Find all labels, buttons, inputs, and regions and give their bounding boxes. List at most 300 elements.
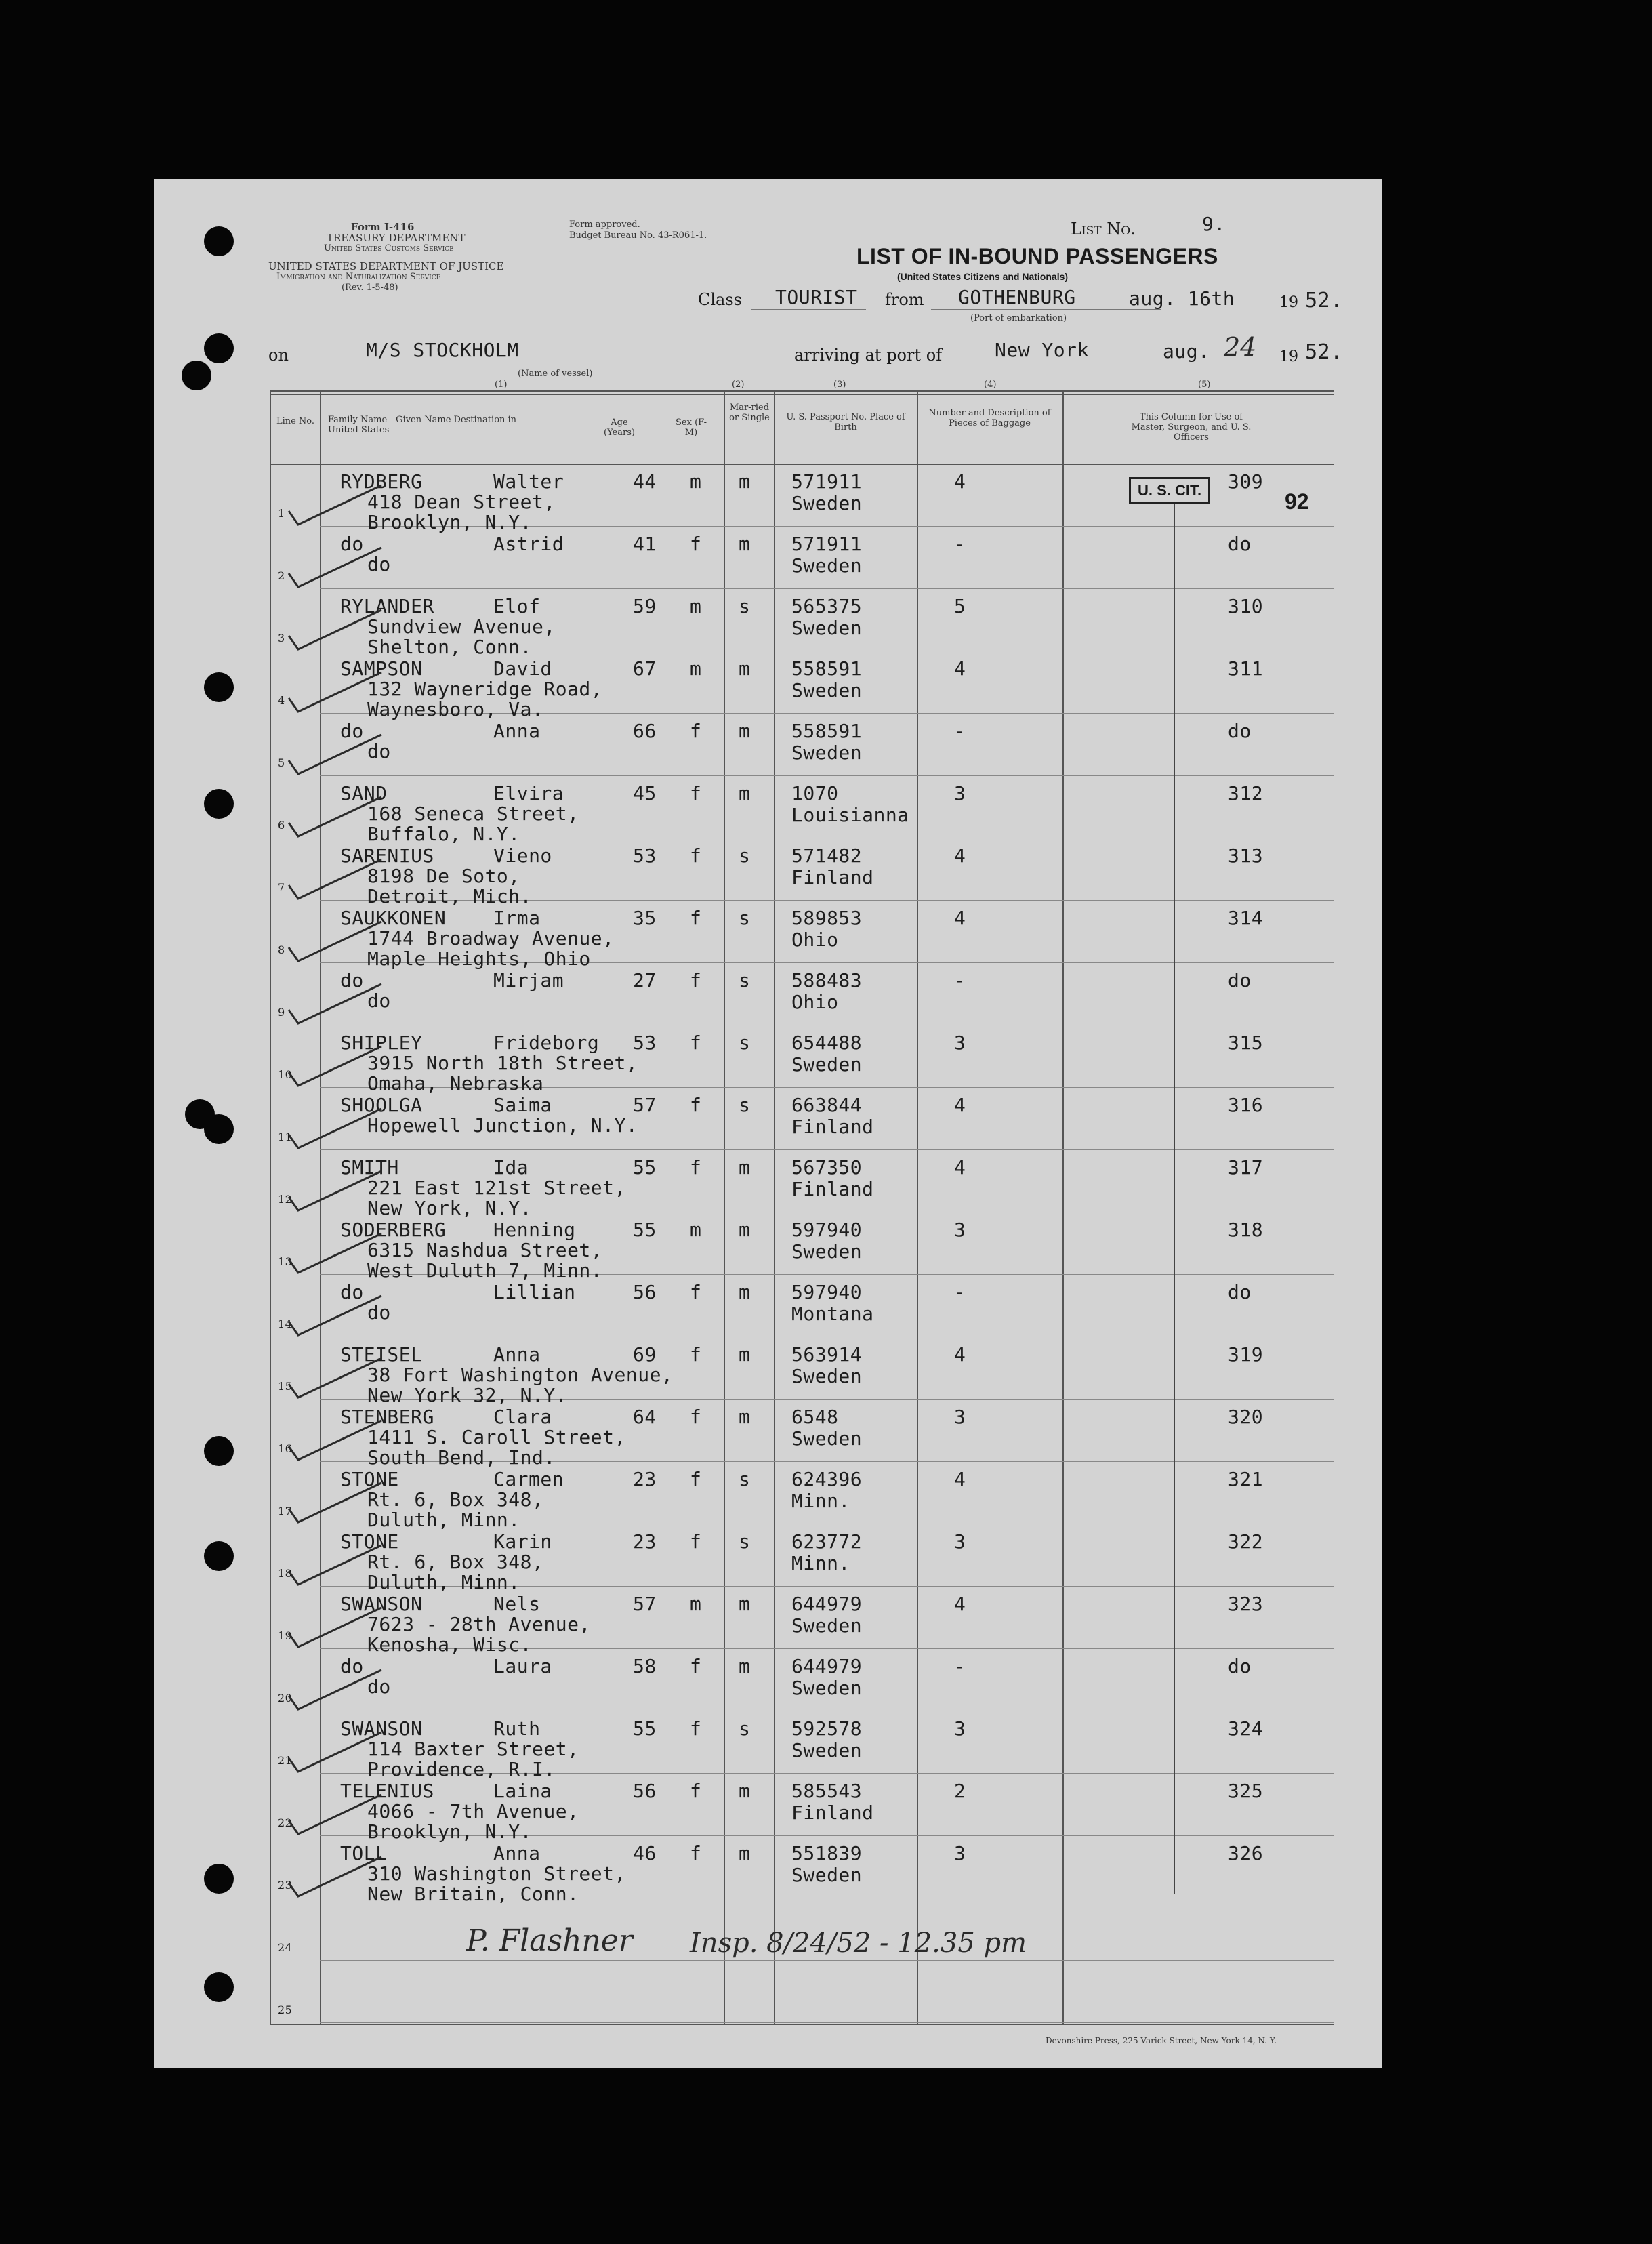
address-line-1: 114 Baxter Street, <box>367 1738 579 1760</box>
passport-number: 624396 <box>791 1468 863 1490</box>
marital-status: s <box>739 1717 751 1740</box>
line-number: 18 <box>278 1567 293 1580</box>
punch-hole <box>204 226 234 256</box>
baggage-count: 3 <box>954 1717 966 1740</box>
line-number: 25 <box>278 2003 293 2016</box>
passport-number: 589853 <box>791 907 863 929</box>
row-divider <box>320 588 1334 589</box>
arrival-year: 52. <box>1305 340 1343 364</box>
line-number: 7 <box>278 881 285 894</box>
given-name: Saima <box>493 1094 552 1116</box>
sex: f <box>690 1530 702 1553</box>
marital-status: s <box>739 1468 751 1490</box>
passport-number: 558591 <box>791 720 863 742</box>
officer-number: 320 <box>1228 1406 1264 1428</box>
family-name: STEISEL <box>340 1343 423 1366</box>
class-label: Class <box>698 290 742 309</box>
officer-number: 318 <box>1228 1219 1264 1241</box>
address-line-1: 6315 Nashdua Street, <box>367 1239 603 1261</box>
family-name: do <box>340 720 364 742</box>
given-name: Anna <box>493 1343 541 1366</box>
given-name: Irma <box>493 907 541 929</box>
address-line-1: Sundview Avenue, <box>367 615 556 638</box>
family-name: STENBERG <box>340 1406 434 1428</box>
line-number: 1 <box>278 507 285 520</box>
officer-number: do <box>1228 1655 1252 1677</box>
line-number: 6 <box>278 819 285 832</box>
sex: m <box>690 1219 702 1241</box>
given-name: David <box>493 657 552 680</box>
family-name: SODERBERG <box>340 1219 447 1241</box>
line-number: 24 <box>278 1941 293 1954</box>
marital-status: m <box>739 1593 751 1615</box>
col-num-1: (1) <box>495 380 508 390</box>
place-of-birth: Sweden <box>791 1365 863 1387</box>
given-name: Elof <box>493 595 541 617</box>
line-number: 10 <box>278 1068 293 1081</box>
embark-year: 52. <box>1305 289 1343 312</box>
family-name: SWANSON <box>340 1593 423 1615</box>
class-value: TOURIST <box>775 286 858 308</box>
header-officers: This Column for Use of Master, Surgeon, and U. S. Officers <box>1131 412 1252 443</box>
baggage-count: 5 <box>954 595 966 617</box>
passport-number: 588483 <box>791 969 863 992</box>
punch-hole <box>185 1099 215 1129</box>
arriving-label: arriving at port of <box>794 346 943 365</box>
place-of-birth: Finland <box>791 1116 874 1138</box>
given-name: Karin <box>493 1530 552 1553</box>
officer-number: do <box>1228 533 1252 555</box>
baggage-count: - <box>954 1281 966 1303</box>
sex: f <box>690 1281 702 1303</box>
passport-number: 597940 <box>791 1281 863 1303</box>
given-name: Laura <box>493 1655 552 1677</box>
age: 64 <box>633 1406 657 1428</box>
line-number: 15 <box>278 1380 293 1393</box>
embark-port-note: (Port of embarkation) <box>970 313 1067 323</box>
place-of-birth: Sweden <box>791 1739 863 1761</box>
age: 35 <box>633 907 657 929</box>
line-number: 8 <box>278 943 285 956</box>
checkmark-icon <box>283 664 385 718</box>
marital-status: m <box>739 533 751 555</box>
given-name: Carmen <box>493 1468 564 1490</box>
line-number: 3 <box>278 632 285 645</box>
officer-number: 310 <box>1228 595 1264 617</box>
marital-status: m <box>739 782 751 804</box>
family-name: STONE <box>340 1530 399 1553</box>
officer-number: do <box>1228 1281 1252 1303</box>
address-line-1: 3915 North 18th Street, <box>367 1052 638 1074</box>
sex: f <box>690 907 702 929</box>
baggage-count: 3 <box>954 1530 966 1553</box>
address-line-1: 310 Washington Street, <box>367 1862 626 1885</box>
age: 53 <box>633 844 657 867</box>
checkmark-icon <box>283 851 385 905</box>
year-prefix-1: 19 <box>1279 294 1298 311</box>
punch-hole <box>204 672 234 702</box>
age: 57 <box>633 1593 657 1615</box>
address-line-1: do <box>367 990 391 1012</box>
sex: f <box>690 1780 702 1802</box>
officer-number: 319 <box>1228 1343 1264 1366</box>
marital-status: s <box>739 1530 751 1553</box>
line-number: 17 <box>278 1505 293 1517</box>
baggage-count: 3 <box>954 1406 966 1428</box>
age: 57 <box>633 1094 657 1116</box>
checkmark-icon <box>283 1225 385 1280</box>
col-num-5: (5) <box>1198 380 1211 390</box>
approved-label: Form approved. <box>569 220 640 230</box>
marital-status: m <box>739 1406 751 1428</box>
age: 23 <box>633 1530 657 1553</box>
arrival-month: aug. <box>1163 340 1210 363</box>
age: 56 <box>633 1281 657 1303</box>
passport-number: 1070 <box>791 782 839 804</box>
place-of-birth: Finland <box>791 866 874 889</box>
address-line-2: West Duluth 7, Minn. <box>367 1259 603 1282</box>
passport-number: 571911 <box>791 533 863 555</box>
passport-number: 644979 <box>791 1593 863 1615</box>
given-name: Henning <box>493 1219 576 1241</box>
sex: f <box>690 1032 702 1054</box>
address-line-2: New Britain, Conn. <box>367 1883 579 1905</box>
line-number: 14 <box>278 1318 293 1330</box>
baggage-count: 4 <box>954 1156 966 1179</box>
passport-number: 571482 <box>791 844 863 867</box>
line-number: 4 <box>278 694 285 707</box>
checkmark-icon <box>283 1288 385 1342</box>
given-name: Frideborg <box>493 1032 600 1054</box>
baggage-count: 3 <box>954 1842 966 1864</box>
printer-footer: Devonshire Press, 225 Varick Street, New York 14, N. Y. <box>1046 2036 1277 2045</box>
age: 59 <box>633 595 657 617</box>
officer-number: 315 <box>1228 1032 1264 1054</box>
header-age: Age (Years) <box>604 417 635 438</box>
checkmark-icon <box>283 727 385 781</box>
sex: f <box>690 1468 702 1490</box>
sex: f <box>690 533 702 555</box>
header-baggage: Number and Description of Pieces of Baggage <box>928 408 1051 428</box>
given-name: Anna <box>493 1842 541 1864</box>
address-line-2: Buffalo, N.Y. <box>367 823 520 845</box>
vessel-note: (Name of vessel) <box>518 369 593 379</box>
address-line-1: 1411 S. Caroll Street, <box>367 1426 626 1448</box>
marital-status: s <box>739 844 751 867</box>
marital-status: m <box>739 1219 751 1241</box>
treasury-label: TREASURY DEPARTMENT <box>327 232 466 244</box>
checkmark-icon <box>283 1849 385 1903</box>
baggage-count: - <box>954 533 966 555</box>
given-name: Elvira <box>493 782 564 804</box>
col-num-4: (4) <box>984 380 997 390</box>
place-of-birth: Sweden <box>791 1240 863 1263</box>
checkmark-icon <box>283 789 385 843</box>
family-name: STONE <box>340 1468 399 1490</box>
baggage-count: 4 <box>954 907 966 929</box>
justice-label: UNITED STATES DEPARTMENT OF JUSTICE <box>268 260 504 272</box>
checkmark-icon <box>283 1475 385 1529</box>
sex: f <box>690 1406 702 1428</box>
baggage-count: 3 <box>954 1032 966 1054</box>
given-name: Nels <box>493 1593 541 1615</box>
place-of-birth: Montana <box>791 1303 874 1325</box>
address-line-2: Duluth, Minn. <box>367 1509 520 1531</box>
row-divider <box>320 775 1334 776</box>
inspector-signature: P. Flashner <box>466 1923 633 1958</box>
address-line-2: South Bend, Ind. <box>367 1446 556 1469</box>
checkmark-icon <box>283 539 385 594</box>
passport-number: 563914 <box>791 1343 863 1366</box>
address-line-1: 221 East 121st Street, <box>367 1177 626 1199</box>
address-line-1: Rt. 6, Box 348, <box>367 1551 544 1573</box>
list-no-label: List No. <box>1071 220 1136 239</box>
place-of-birth: Sweden <box>791 1677 863 1699</box>
family-name: SAUKKONEN <box>340 907 447 929</box>
officer-number: 309 <box>1228 470 1264 493</box>
place-of-birth: Finland <box>791 1178 874 1200</box>
punch-hole <box>204 1864 234 1894</box>
row-divider <box>320 1149 1334 1150</box>
passport-number: 597940 <box>791 1219 863 1241</box>
officer-number: 326 <box>1228 1842 1264 1864</box>
address-line-1: 418 Dean Street, <box>367 491 556 513</box>
line-number: 16 <box>278 1442 293 1455</box>
family-name: SARENIUS <box>340 844 434 867</box>
passport-number: 663844 <box>791 1094 863 1116</box>
place-of-birth: Sweden <box>791 1053 863 1076</box>
age: 55 <box>633 1219 657 1241</box>
row-divider <box>320 1960 1334 1961</box>
family-name: do <box>340 969 364 992</box>
baggage-count: 2 <box>954 1780 966 1802</box>
passport-number: 565375 <box>791 595 863 617</box>
sex: f <box>690 1655 702 1677</box>
marital-status: s <box>739 595 751 617</box>
place-of-birth: Finland <box>791 1801 874 1824</box>
address-line-2: Providence, R.I. <box>367 1758 556 1780</box>
address-line-1: Rt. 6, Box 348, <box>367 1488 544 1511</box>
address-line-1: do <box>367 1301 391 1324</box>
age: 41 <box>633 533 657 555</box>
line-number: 11 <box>278 1130 293 1143</box>
family-name: SHIPLEY <box>340 1032 423 1054</box>
age: 23 <box>633 1468 657 1490</box>
marital-status: m <box>739 1281 751 1303</box>
address-line-1: 1744 Broadway Avenue, <box>367 927 615 950</box>
marital-status: m <box>739 1780 751 1802</box>
age: 69 <box>633 1343 657 1366</box>
officer-number: 321 <box>1228 1468 1264 1490</box>
officer-number: do <box>1228 969 1252 992</box>
baggage-count: - <box>954 1655 966 1677</box>
place-of-birth: Ohio <box>791 929 839 951</box>
line-number: 2 <box>278 569 285 582</box>
family-name: RYDBERG <box>340 470 423 493</box>
place-of-birth: Sweden <box>791 679 863 701</box>
address-line-2: Brooklyn, N.Y. <box>367 511 533 533</box>
page-subtitle: (United States Citizens and Nationals) <box>897 271 1069 282</box>
address-line-2: New York, N.Y. <box>367 1197 533 1219</box>
passport-number: 567350 <box>791 1156 863 1179</box>
officer-number: 312 <box>1228 782 1264 804</box>
form-number: Form I-416 <box>351 221 415 233</box>
punch-hole <box>204 333 234 363</box>
age: 55 <box>633 1156 657 1179</box>
baggage-count: - <box>954 720 966 742</box>
line-number: 20 <box>278 1692 293 1705</box>
baggage-count: 4 <box>954 657 966 680</box>
place-of-birth: Sweden <box>791 1427 863 1450</box>
punch-hole <box>204 1972 234 2002</box>
passport-number: 571911 <box>791 470 863 493</box>
passport-number: 623772 <box>791 1530 863 1553</box>
place-of-birth: Sweden <box>791 554 863 577</box>
baggage-count: 3 <box>954 782 966 804</box>
age: 58 <box>633 1655 657 1677</box>
address-line-2: Brooklyn, N.Y. <box>367 1820 533 1843</box>
checkmark-icon <box>283 477 385 531</box>
marital-status: s <box>739 1032 751 1054</box>
marital-status: m <box>739 1842 751 1864</box>
given-name: Mirjam <box>493 969 564 992</box>
officer-number: 313 <box>1228 844 1264 867</box>
given-name: Ida <box>493 1156 529 1179</box>
marital-status: s <box>739 1094 751 1116</box>
checkmark-icon <box>283 1163 385 1217</box>
baggage-count: 4 <box>954 1593 966 1615</box>
marital-status: m <box>739 470 751 493</box>
embark-port: GOTHENBURG <box>958 286 1076 308</box>
line-number: 23 <box>278 1879 293 1892</box>
address-line-2: Duluth, Minn. <box>367 1571 520 1593</box>
place-of-birth: Sweden <box>791 741 863 764</box>
family-name: TELENIUS <box>340 1780 434 1802</box>
ins-label: Immigration and Naturalization Service <box>276 272 441 282</box>
baggage-count: 4 <box>954 1343 966 1366</box>
marital-status: m <box>739 1343 751 1366</box>
punch-hole <box>182 361 211 390</box>
given-name: Walter <box>493 470 564 493</box>
line-number: 21 <box>278 1754 293 1767</box>
family-name: SWANSON <box>340 1717 423 1740</box>
checkmark-icon <box>283 1350 385 1404</box>
address-line-2: New York 32, N.Y. <box>367 1384 568 1406</box>
line-number: 9 <box>278 1006 285 1019</box>
col-num-2: (2) <box>732 380 745 390</box>
officer-number: 324 <box>1228 1717 1264 1740</box>
place-of-birth: Minn. <box>791 1490 850 1512</box>
given-name: Clara <box>493 1406 552 1428</box>
sex: m <box>690 657 702 680</box>
checkmark-icon <box>283 1412 385 1467</box>
address-line-2: Omaha, Nebraska <box>367 1072 544 1095</box>
line-number: 19 <box>278 1629 293 1642</box>
officer-number: 325 <box>1228 1780 1264 1802</box>
given-name: Lillian <box>493 1281 576 1303</box>
address-line-1: 4066 - 7th Avenue, <box>367 1800 579 1822</box>
sex: m <box>690 1593 702 1615</box>
header-sex: Sex (F-M) <box>676 417 707 438</box>
address-line-2: Waynesboro, Va. <box>367 698 544 720</box>
marital-status: s <box>739 969 751 992</box>
place-of-birth: Sweden <box>791 1864 863 1886</box>
officer-number: 317 <box>1228 1156 1264 1179</box>
passport-number: 592578 <box>791 1717 863 1740</box>
punch-hole <box>204 1541 234 1571</box>
officer-number: 316 <box>1228 1094 1264 1116</box>
officer-number: do <box>1228 720 1252 742</box>
family-name: do <box>340 1281 364 1303</box>
baggage-count: 4 <box>954 1468 966 1490</box>
us-cit-stamp: U. S. CIT. <box>1129 477 1210 504</box>
place-of-birth: Sweden <box>791 617 863 639</box>
sex: f <box>690 782 702 804</box>
given-name: Ruth <box>493 1717 541 1740</box>
address-line-1: do <box>367 1675 391 1698</box>
checkmark-icon <box>283 1724 385 1778</box>
age: 46 <box>633 1842 657 1864</box>
line-number: 22 <box>278 1816 293 1829</box>
checkmark-icon <box>283 1599 385 1654</box>
baggage-count: 3 <box>954 1219 966 1241</box>
sex: f <box>690 1094 702 1116</box>
line-number: 12 <box>278 1193 293 1206</box>
family-name: RYLANDER <box>340 595 434 617</box>
age: 66 <box>633 720 657 742</box>
address-line-1: 7623 - 28th Avenue, <box>367 1613 591 1635</box>
age: 53 <box>633 1032 657 1054</box>
checkmark-icon <box>283 914 385 968</box>
checkmark-icon <box>283 976 385 1030</box>
passport-number: 551839 <box>791 1842 863 1864</box>
family-name: do <box>340 533 364 555</box>
marital-status: m <box>739 657 751 680</box>
punch-hole <box>204 789 234 819</box>
sex: f <box>690 844 702 867</box>
age: 45 <box>633 782 657 804</box>
passport-number: 558591 <box>791 657 863 680</box>
family-name: SMITH <box>340 1156 399 1179</box>
sex: m <box>690 470 702 493</box>
header-passport: U. S. Passport No. Place of Birth <box>786 412 905 432</box>
address-line-1: 132 Wayneridge Road, <box>367 678 603 700</box>
passport-number: 585543 <box>791 1780 863 1802</box>
address-line-2: Detroit, Mich. <box>367 885 533 907</box>
address-line-1: 38 Fort Washington Avenue, <box>367 1364 674 1386</box>
row-divider <box>320 2022 1334 2023</box>
family-name: SHOOLGA <box>340 1094 423 1116</box>
sex: f <box>690 1717 702 1740</box>
inspection-note: Insp. 8/24/52 - 12.35 pm <box>690 1927 1027 1959</box>
on-label: on <box>268 346 289 365</box>
arrival-port: New York <box>995 339 1089 361</box>
address-line-2: Kenosha, Wisc. <box>367 1633 533 1656</box>
sex: f <box>690 1156 702 1179</box>
sex: f <box>690 1343 702 1366</box>
officer-number: 314 <box>1228 907 1264 929</box>
family-name: TOLL <box>340 1842 388 1864</box>
address-line-2: Shelton, Conn. <box>367 636 533 658</box>
given-name: Vieno <box>493 844 552 867</box>
budget-label: Budget Bureau No. 43-R061-1. <box>569 230 707 241</box>
embark-date: aug. 16th <box>1129 287 1235 310</box>
punch-hole <box>204 1436 234 1466</box>
customs-label: United States Customs Service <box>324 243 454 253</box>
address-line-1: Hopewell Junction, N.Y. <box>367 1114 638 1137</box>
place-of-birth: Sweden <box>791 492 863 514</box>
address-line-1: 168 Seneca Street, <box>367 802 579 825</box>
